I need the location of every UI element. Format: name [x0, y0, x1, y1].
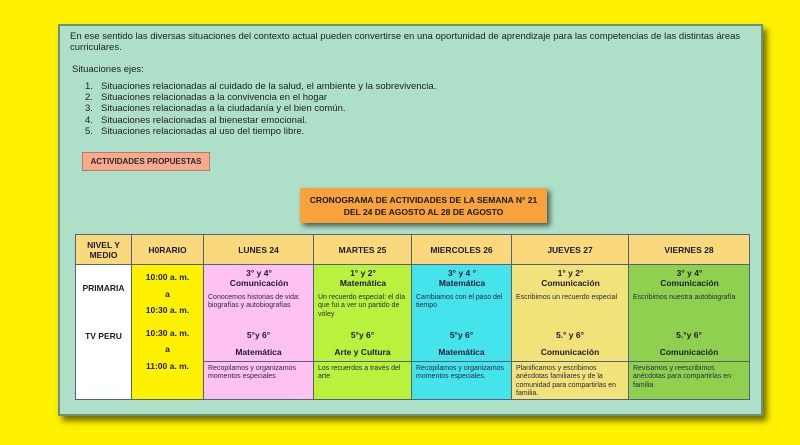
time-text: a: [165, 288, 170, 299]
horario-cell: [132, 265, 204, 400]
area-label: Matemática: [438, 278, 486, 288]
area-label: Matemática: [235, 347, 282, 357]
grade-label: 1° y 2°: [557, 268, 584, 278]
time-text: 10:30 a. m.: [145, 327, 190, 338]
nivel-primaria: PRIMARIA: [82, 283, 125, 293]
activity-description: Planificamos y escribimos anécdotas familiares y de la comunidad para compartirlas en familia.: [512, 361, 628, 399]
area-label: Comunicación: [659, 347, 719, 357]
area-label: Comunicación: [660, 278, 719, 288]
header-miercoles: MIERCOLES 26: [412, 235, 512, 265]
activity-description: Recopilamos y organizamos momentos especiales.: [412, 361, 511, 399]
grade-area-2: [412, 327, 511, 361]
grade-label: 3° y 4°: [246, 268, 272, 278]
area-label: Arte y Cultura: [334, 347, 391, 357]
area-label: Comunicación: [541, 278, 600, 288]
activity-description: Revisamos y reescribimos anécdotas para compartirlas en familia: [629, 361, 749, 399]
header-viernes: VIERNES 28: [629, 235, 750, 265]
time-text: 10:00 a. m.: [145, 272, 190, 282]
header-lunes: LUNES 24: [204, 235, 314, 265]
grade-label: 3° y 4 °: [447, 268, 477, 278]
day-cell-martes: [314, 265, 412, 400]
grade-label: 5°y 6°: [246, 330, 271, 340]
area-label: Matemática: [339, 278, 387, 288]
schedule-table: [75, 234, 750, 400]
grade-area-2: [512, 327, 628, 361]
grade-label: 5°y 6°: [350, 330, 375, 340]
grade-label: 1° y 2°: [350, 268, 376, 278]
cronograma-line-2: DEL 24 DE AGOSTO AL 28 DE AGOSTO: [343, 206, 504, 217]
day-cell-lunes: [204, 265, 314, 400]
eje-item: 3. Situaciones relacionadas a la ciudadanía y el bien común.: [85, 103, 346, 115]
grade-area-2: [314, 327, 411, 361]
header-horario: H0RARIO: [132, 235, 204, 265]
activity-description: Cambiamos con el paso del tiempo: [416, 294, 503, 310]
eje-item: 1. Situaciones relacionadas al cuidado de la salud, el ambiente y la sobrevivencia.: [85, 81, 437, 92]
table-row: [76, 265, 750, 400]
area-label: Comunicación: [229, 278, 289, 288]
eje-item: 5. Situaciones relacionadas al uso del tiempo libre.: [85, 125, 305, 137]
eje-item: 4. Situaciones relacionadas al bienestar emocional.: [85, 114, 307, 126]
activity-description: Recopilamos y organizamos momentos especiales: [204, 361, 313, 399]
day-cell-viernes: [629, 265, 750, 400]
activity-description: Los recuerdos a través del arte: [314, 361, 411, 399]
grade-label: 5.°y 6°: [676, 330, 702, 340]
activity-description: Escribimos nuestra autobiografía: [633, 294, 736, 301]
header-nivel: NIVEL Y MEDIO: [76, 235, 132, 265]
grade-area-2: [629, 327, 749, 361]
cronograma-line-1: CRONOGRAMA DE ACTIVIDADES DE LA SEMANA N° 21: [309, 194, 538, 205]
grade-area-2: [204, 327, 313, 361]
time-text: 10:30 a. m.: [145, 305, 190, 315]
ejes-list: [85, 81, 436, 137]
header-martes: MARTES 25: [314, 235, 412, 265]
header-jueves: JUEVES 27: [512, 235, 629, 265]
nivel-cell: [76, 265, 132, 400]
day-cell-jueves: [512, 265, 629, 400]
grade-label: 5.° y 6°: [555, 330, 585, 340]
actividades-propuestas-label: ACTIVIDADES PROPUESTAS: [82, 152, 210, 171]
time-text: a: [165, 344, 170, 354]
time-text: 11:00 a. m.: [145, 360, 189, 371]
activity-description: Conocemos historias de vida: biografías y autobiografías: [208, 294, 300, 310]
activity-description: Escribimos un recuerdo especial: [516, 294, 618, 301]
nivel-tv-peru: TV PERU: [85, 331, 122, 341]
grade-label: 3° y 4°: [676, 268, 703, 278]
area-label: Comunicación: [540, 347, 600, 357]
area-label: Matemática: [438, 347, 485, 357]
intro-paragraph: En ese sentido las diversas situaciones del contexto actual pueden convertirse en una oportunidad de aprendizaje para las competencias de las distintas áreas curriculares.: [70, 31, 741, 53]
eje-item: 2. Situaciones relacionadas a la convivencia en el hogar: [85, 92, 328, 104]
cronograma-title: [300, 188, 547, 223]
ejes-title: Situaciones ejes:: [72, 64, 144, 75]
grade-label: 5°y 6°: [449, 330, 474, 340]
document-panel: [58, 24, 763, 416]
table-header-row: [76, 235, 750, 265]
activity-description: Un recuerdo especial: el día que fui a ver un partido de vóley: [318, 294, 406, 318]
day-cell-miercoles: [412, 265, 512, 400]
